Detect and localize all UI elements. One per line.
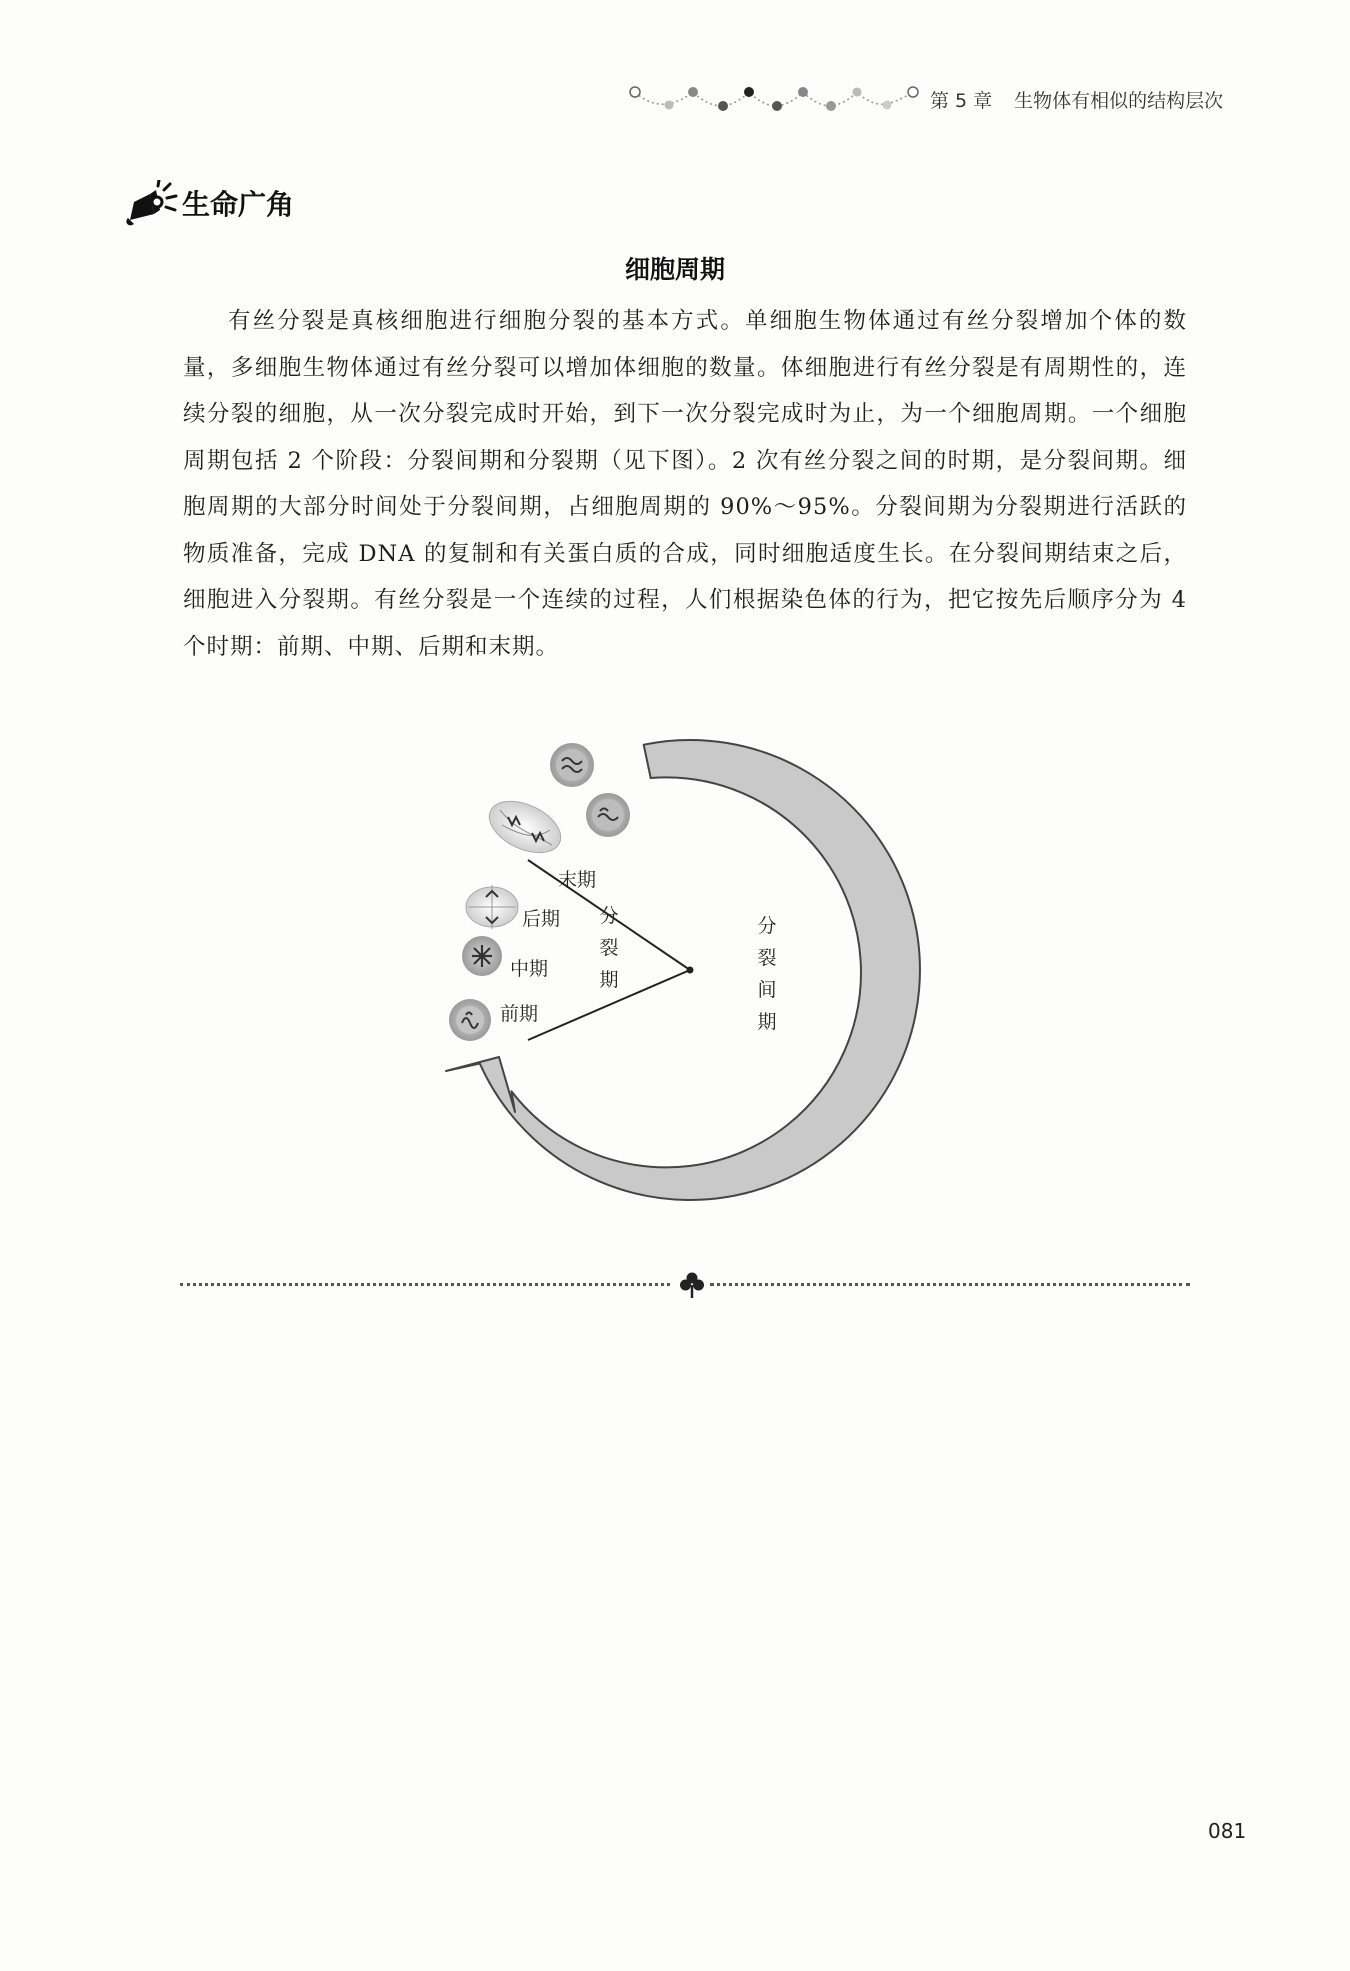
chapter-heading xyxy=(930,86,1223,113)
label-anaphase: 后期 xyxy=(522,908,561,930)
chapter-label: 第 5 章 xyxy=(930,90,993,112)
label-metaphase: 中期 xyxy=(510,958,549,980)
page-number: 081 xyxy=(1208,1819,1247,1843)
cell-cycle-diagram xyxy=(440,735,940,1235)
telophase-cell-icon xyxy=(481,791,568,863)
running-header xyxy=(625,84,1265,124)
section-divider xyxy=(180,1270,1190,1300)
label-interphase: 分裂间期 xyxy=(757,915,777,1033)
body-paragraph: 有丝分裂是真核细胞进行细胞分裂的基本方式。单细胞生物体通过有丝分裂增加个体的数量，多细胞生物体通过有丝分裂可以增加体细胞的数量。体细胞进行有丝分裂是有周期性的，连续分裂的细胞，从一次分裂完成时开始，到下一次分裂完成时为止，为一个细胞周期。一个细胞周期包括 2 个阶段：分裂间期和分裂期（见下图）。2 次有丝分裂之间的时期，是分裂间期。细胞周期的大部分时间处于分裂间期，占细胞周期的 90%～95%。分裂间期为分裂期进行活跃的物质准备，完成 DNA 的复制和有关蛋白质的合成，同时细胞适度生长。在分裂间期结束之后，细胞进入分裂期。有丝分裂是一个连续的过程，人们根据染色体的行为，把它按先后顺序分为 4 个时期：前期、中期、后期和末期。 xyxy=(183,308,1187,660)
chapter-title: 生物体有相似的结构层次 xyxy=(1014,90,1224,112)
clover-icon xyxy=(677,1270,707,1300)
megaphone-icon xyxy=(124,180,180,228)
prophase-cell-icon xyxy=(449,999,491,1041)
label-telophase: 末期 xyxy=(558,869,597,891)
label-division-phase: 分裂期 xyxy=(599,905,619,991)
anaphase-cell-icon xyxy=(466,885,518,929)
metaphase-cell-icon xyxy=(462,936,502,976)
article-title: 细胞周期 xyxy=(624,255,725,284)
dotted-bead-chain-icon xyxy=(625,84,925,124)
daughter-cell-icon xyxy=(550,743,630,837)
section-title: 生命广角 xyxy=(182,188,295,221)
label-prophase: 前期 xyxy=(500,1003,539,1025)
cell-cycle-arrow-icon xyxy=(440,735,940,1235)
